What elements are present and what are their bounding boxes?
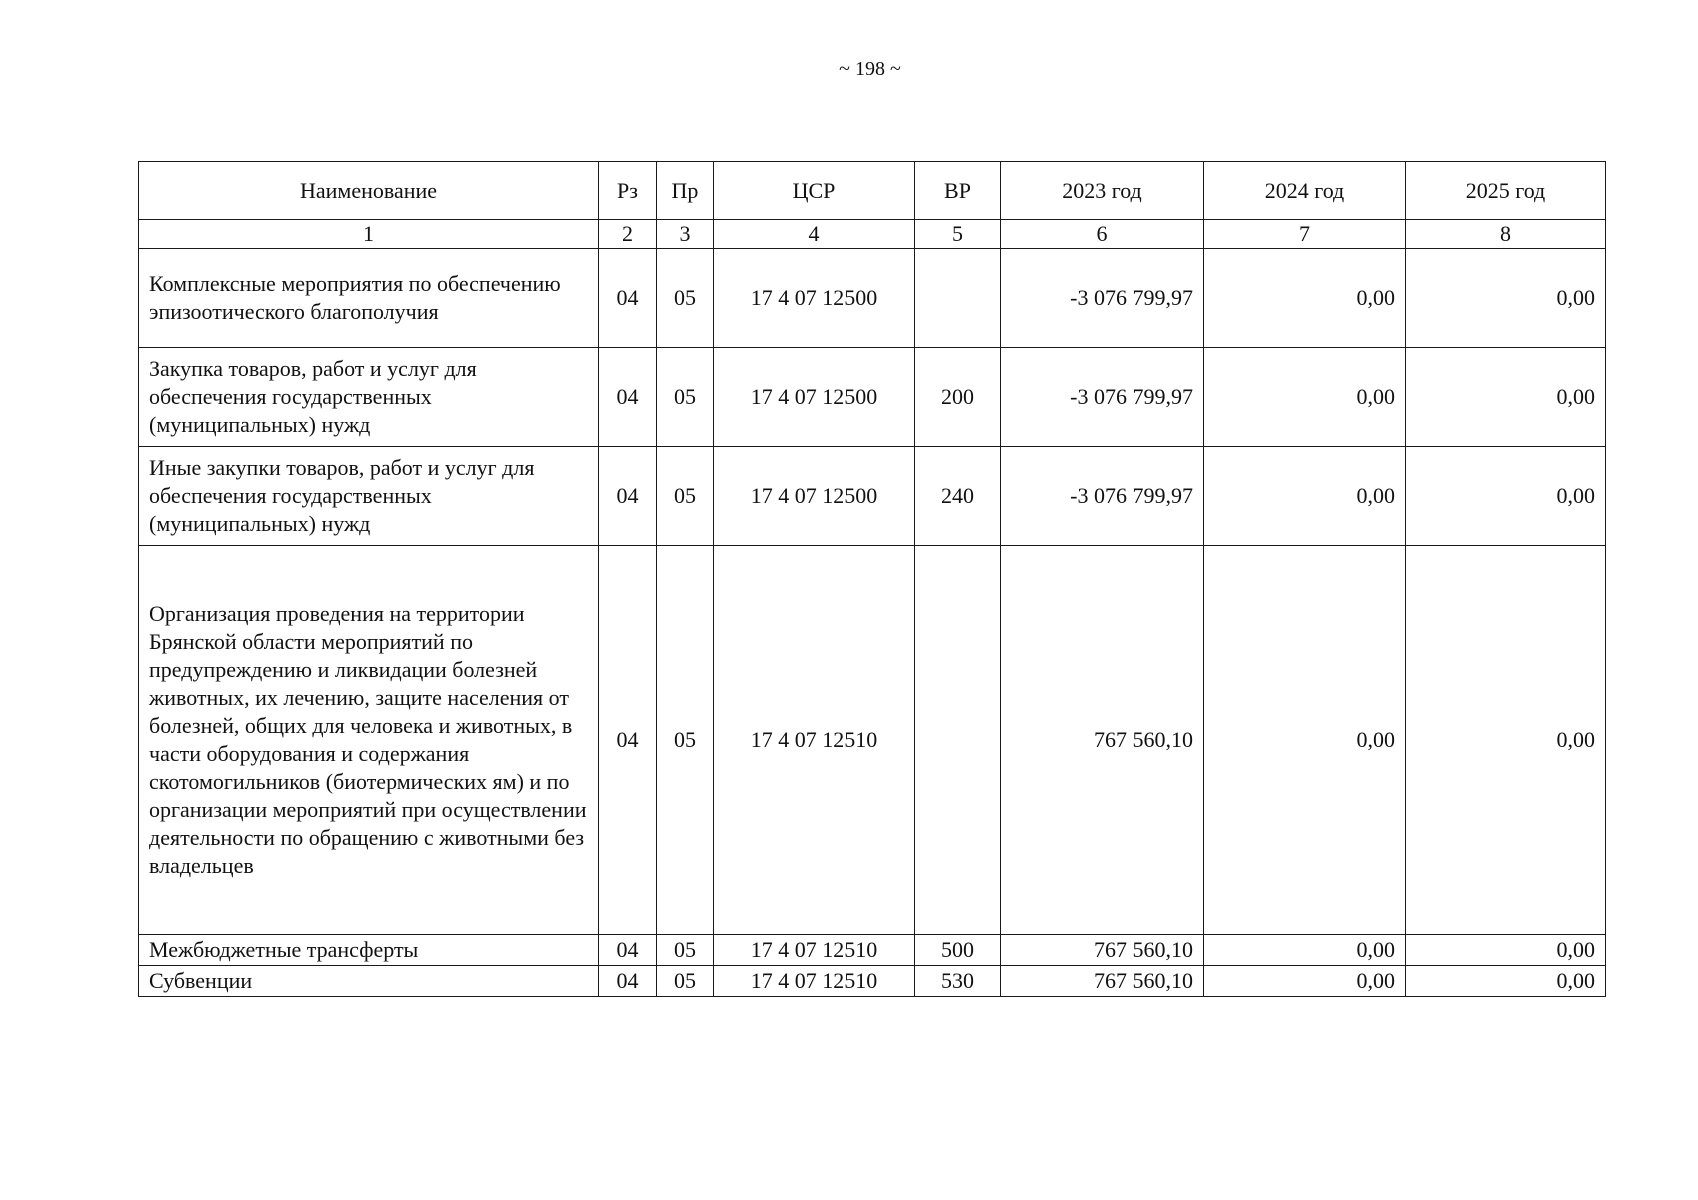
row-2023: -3 076 799,97 — [1001, 348, 1204, 447]
row-vr: 500 — [915, 935, 1001, 966]
header-rz: Рз — [599, 162, 657, 220]
page-number: ~ 198 ~ — [839, 58, 901, 80]
row-vr: 530 — [915, 966, 1001, 997]
row-2023: 767 560,10 — [1001, 966, 1204, 997]
column-number: 4 — [714, 220, 915, 249]
row-2023: 767 560,10 — [1001, 935, 1204, 966]
row-csr: 17 4 07 12510 — [714, 546, 915, 935]
header-2025: 2025 год — [1406, 162, 1606, 220]
row-name: Межбюджетные трансферты — [139, 935, 599, 966]
table-row — [139, 546, 1606, 935]
row-name: Комплексные мероприятия по обеспечению эпизоотического благополучия — [139, 249, 599, 348]
row-pr: 05 — [657, 546, 714, 935]
row-vr — [915, 249, 1001, 348]
row-csr: 17 4 07 12500 — [714, 249, 915, 348]
row-2025: 0,00 — [1406, 249, 1606, 348]
row-2023: -3 076 799,97 — [1001, 249, 1204, 348]
row-rz: 04 — [599, 348, 657, 447]
row-pr: 05 — [657, 447, 714, 546]
row-2025: 0,00 — [1406, 546, 1606, 935]
row-2023: 767 560,10 — [1001, 546, 1204, 935]
row-pr: 05 — [657, 249, 714, 348]
row-2024: 0,00 — [1204, 447, 1406, 546]
row-pr: 05 — [657, 348, 714, 447]
row-rz: 04 — [599, 546, 657, 935]
row-2025: 0,00 — [1406, 447, 1606, 546]
table-row — [139, 935, 1606, 966]
row-vr — [915, 546, 1001, 935]
header-pr: Пр — [657, 162, 714, 220]
table-row — [139, 348, 1606, 447]
header-vr: ВР — [915, 162, 1001, 220]
row-rz: 04 — [599, 935, 657, 966]
row-2024: 0,00 — [1204, 249, 1406, 348]
row-csr: 17 4 07 12510 — [714, 966, 915, 997]
row-csr: 17 4 07 12500 — [714, 447, 915, 546]
row-csr: 17 4 07 12500 — [714, 348, 915, 447]
table-row — [139, 249, 1606, 348]
row-vr: 240 — [915, 447, 1001, 546]
header-row — [139, 162, 1606, 220]
row-2025: 0,00 — [1406, 935, 1606, 966]
row-vr: 200 — [915, 348, 1001, 447]
header-csr: ЦСР — [714, 162, 915, 220]
row-2025: 0,00 — [1406, 348, 1606, 447]
row-2024: 0,00 — [1204, 935, 1406, 966]
row-2024: 0,00 — [1204, 348, 1406, 447]
row-2025: 0,00 — [1406, 966, 1606, 997]
row-2023: -3 076 799,97 — [1001, 447, 1204, 546]
row-rz: 04 — [599, 249, 657, 348]
row-pr: 05 — [657, 935, 714, 966]
column-number: 8 — [1406, 220, 1606, 249]
header-2024: 2024 год — [1204, 162, 1406, 220]
row-rz: 04 — [599, 447, 657, 546]
column-number: 5 — [915, 220, 1001, 249]
row-2024: 0,00 — [1204, 966, 1406, 997]
column-number: 1 — [139, 220, 599, 249]
row-csr: 17 4 07 12510 — [714, 935, 915, 966]
column-number: 3 — [657, 220, 714, 249]
header-2023: 2023 год — [1001, 162, 1204, 220]
column-number: 2 — [599, 220, 657, 249]
row-pr: 05 — [657, 966, 714, 997]
budget-table — [138, 161, 1606, 997]
header-name: Наименование — [139, 162, 599, 220]
table-row — [139, 447, 1606, 546]
row-name: Организация проведения на территории Брянской области мероприятий по предупреждению и ликвидации болезней животных, их лечению, защите населения от болезней, общих для человека и животных, в части оборудования и содержания скотомогильников (биотермических ям) и по организации мероприятий при осуществлении деятельности по обращению с животными без владельцев — [139, 546, 599, 935]
column-number: 7 — [1204, 220, 1406, 249]
row-name: Закупка товаров, работ и услуг для обеспечения государственных (муниципальных) нужд — [139, 348, 599, 447]
row-rz: 04 — [599, 966, 657, 997]
row-2024: 0,00 — [1204, 546, 1406, 935]
row-name: Субвенции — [139, 966, 599, 997]
table-row — [139, 966, 1606, 997]
column-number: 6 — [1001, 220, 1204, 249]
column-number-row — [139, 220, 1606, 249]
row-name: Иные закупки товаров, работ и услуг для обеспечения государственных (муниципальных) нужд — [139, 447, 599, 546]
